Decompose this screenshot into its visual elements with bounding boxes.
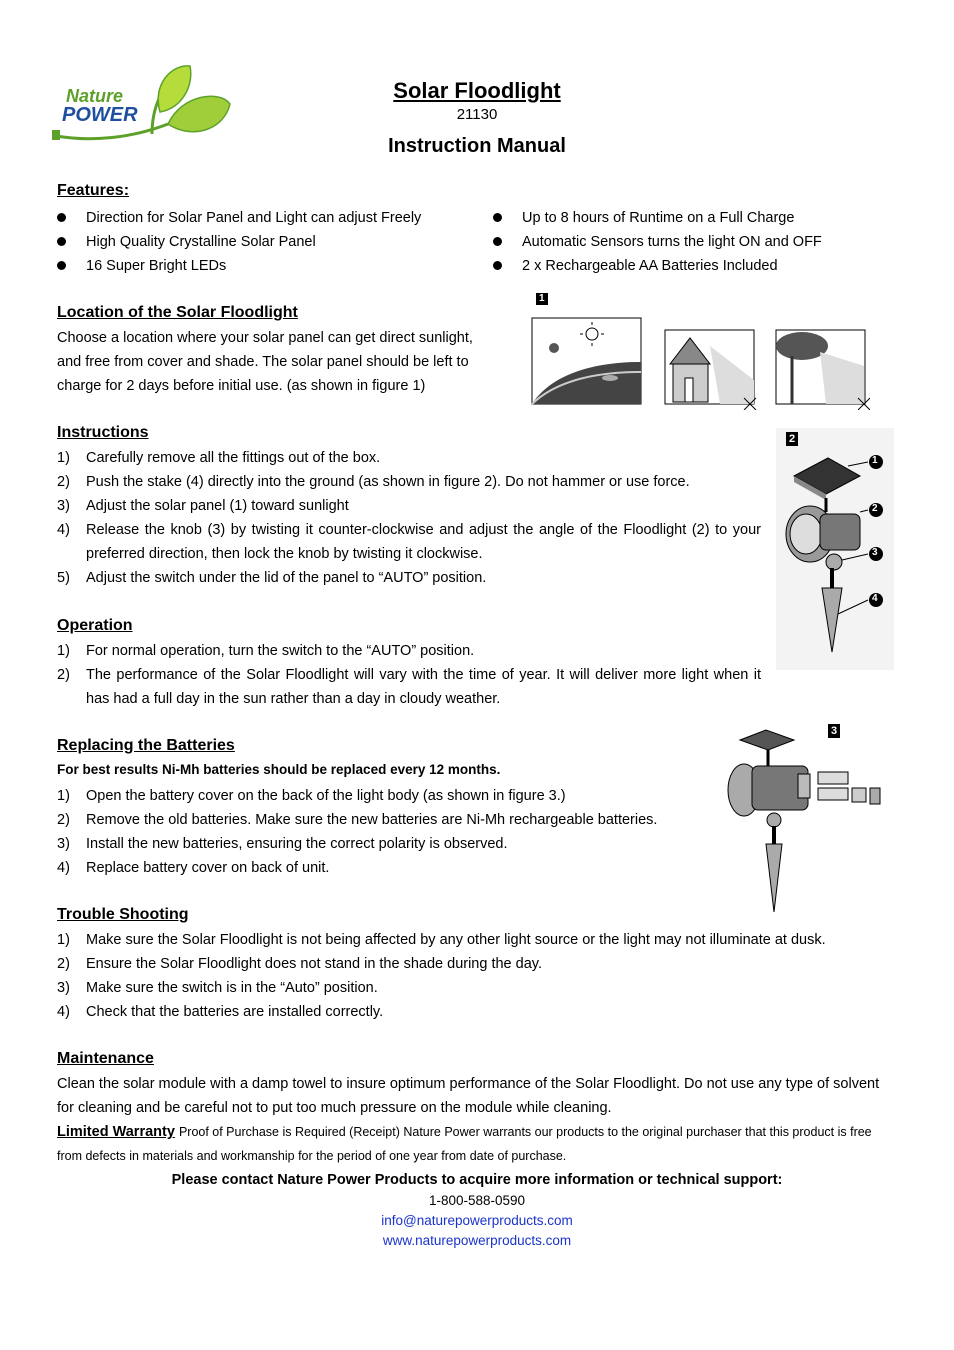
list-item: 16 Super Bright LEDs	[57, 254, 477, 278]
text-line: and free from cover and shade. The solar panel should be left to	[57, 354, 469, 370]
item-text: Check that the batteries are installed correctly.	[86, 1004, 384, 1020]
item-text: Open the battery cover on the back of the light body (as shown in figure 3.)	[86, 788, 566, 804]
contact-phone: 1-800-588-0590	[428, 1193, 526, 1208]
list-item: Automatic Sensors turns the light ON and OFF	[493, 230, 913, 254]
list-item: Direction for Solar Panel and Light can adjust Freely	[57, 206, 477, 230]
list-item	[57, 494, 761, 518]
item-text: The performance of the Solar Floodlight will vary with the time of year. It will deliver more light when it has had a full day in the sun rather than a day in cloudy weather.	[86, 667, 761, 707]
operation-heading: Operation	[57, 617, 133, 634]
list-item	[57, 832, 717, 856]
item-text: Ensure the Solar Floodlight does not stand in the shade during the day.	[86, 956, 542, 972]
batteries-note: For best results Ni-Mh batteries should be replaced every 12 months.	[57, 762, 501, 777]
list-item	[57, 784, 717, 808]
location-text	[57, 326, 507, 398]
logo-text-power: POWER	[62, 104, 138, 126]
list-item	[57, 856, 717, 880]
item-text: Make sure the switch is in the “Auto” position.	[86, 980, 378, 996]
logo-text-nature: Nature	[66, 86, 124, 106]
item-number: 3)	[57, 980, 70, 996]
item-number: 4)	[57, 1004, 70, 1020]
list-item	[57, 470, 761, 494]
item-number: 4)	[57, 860, 70, 876]
item-text: Install the new batteries, ensuring the correct polarity is observed.	[86, 836, 508, 852]
warranty-heading: Limited Warranty	[57, 1124, 175, 1140]
item-number: 1)	[57, 788, 70, 804]
item-number: 2)	[57, 474, 70, 490]
item-text: Push the stake (4) directly into the ground (as shown in figure 2). Do not hammer or use force.	[86, 474, 690, 490]
trouble-list	[57, 928, 907, 1024]
warranty-block	[57, 1120, 899, 1168]
contact-email[interactable]: info@naturepowerproducts.com	[381, 1213, 573, 1228]
figure-1	[530, 292, 870, 410]
document-subtitle: Instruction Manual	[388, 135, 566, 157]
list-item: High Quality Crystalline Solar Panel	[57, 230, 477, 254]
maintenance-heading: Maintenance	[57, 1050, 154, 1067]
item-text: Carefully remove all the fittings out of the box.	[86, 450, 381, 466]
sunlight-placement-illustration	[530, 316, 870, 410]
callout-4: 4	[872, 593, 878, 604]
model-number: 21130	[456, 106, 498, 123]
list-item: 2 x Rechargeable AA Batteries Included	[493, 254, 913, 278]
contact-block	[0, 1169, 954, 1251]
website-row	[0, 1231, 954, 1251]
list-item	[57, 952, 907, 976]
features-heading: Features:	[57, 182, 130, 199]
item-number: 3)	[57, 836, 70, 852]
maintenance-text: Clean the solar module with a damp towel to insure optimum performance of the Solar Floodlight. Do not use any type of solvent for cleaning and be careful not to put too much pressure on the module while cleaning.	[57, 1076, 880, 1116]
list-item	[57, 976, 907, 1000]
list-item	[57, 663, 761, 711]
item-number: 5)	[57, 570, 70, 586]
callout-2: 2	[872, 503, 878, 514]
item-number: 4)	[57, 522, 70, 538]
trouble-heading: Trouble Shooting	[57, 906, 189, 923]
location-heading: Location of the Solar Floodlight	[57, 304, 298, 321]
figure-2-label: 2	[786, 432, 798, 446]
item-text: Replace battery cover on back of unit.	[86, 860, 330, 876]
list-item	[57, 808, 717, 832]
warranty-text: Proof of Purchase is Required (Receipt) Nature Power warrants our products to the original purchaser that this product is free from defects in materials and workmanship for the period of one year from date of purchase.	[57, 1125, 872, 1163]
instructions-heading: Instructions	[57, 424, 149, 441]
figure-3	[722, 722, 884, 914]
item-number: 2)	[57, 812, 70, 828]
figure-1-label: 1	[536, 293, 548, 305]
battery-replacement-illustration	[722, 722, 884, 914]
website-link[interactable]: www.naturepowerproducts.com	[382, 1233, 572, 1248]
text-line: Choose a location where your solar panel can get direct sunlight,	[57, 330, 473, 346]
batteries-list	[57, 784, 717, 880]
contact-heading: Please contact Nature Power Products to acquire more information or technical support:	[171, 1172, 783, 1188]
list-item: Up to 8 hours of Runtime on a Full Charge	[493, 206, 913, 230]
item-text: Remove the old batteries. Make sure the new batteries are Ni-Mh rechargeable batteries.	[86, 812, 658, 828]
figure-3-label: 3	[828, 724, 840, 738]
item-text: For normal operation, turn the switch to the “AUTO” position.	[86, 643, 475, 659]
callout-1: 1	[872, 455, 878, 466]
figure-2	[776, 428, 894, 670]
item-number: 2)	[57, 667, 70, 683]
callout-3: 3	[872, 547, 878, 558]
list-item	[57, 1000, 907, 1024]
item-text: Make sure the Solar Floodlight is not being affected by any other light source or the light may not illuminate at dusk.	[86, 932, 826, 948]
text-line: charge for 2 days before initial use. (as shown in figure 1)	[57, 378, 426, 394]
document-title: Solar Floodlight	[393, 78, 561, 103]
item-number: 1)	[57, 450, 70, 466]
list-item	[57, 518, 761, 566]
instructions-list	[57, 446, 761, 590]
item-number: 1)	[57, 643, 70, 659]
item-number: 3)	[57, 498, 70, 514]
list-item	[57, 639, 761, 663]
list-item	[57, 446, 761, 470]
item-number: 2)	[57, 956, 70, 972]
item-text: Adjust the switch under the lid of the panel to “AUTO” position.	[86, 570, 487, 586]
features-list-right	[493, 206, 913, 278]
features-list-left	[57, 206, 477, 278]
item-text: Release the knob (3) by twisting it counter-clockwise and adjust the angle of the Floodlight (2) to your preferred direction, then lock the knob by twisting it clockwise.	[86, 522, 761, 562]
list-item	[57, 928, 907, 952]
operation-list	[57, 639, 761, 711]
item-number: 1)	[57, 932, 70, 948]
batteries-heading: Replacing the Batteries	[57, 737, 235, 754]
list-item	[57, 566, 761, 590]
item-text: Adjust the solar panel (1) toward sunlight	[86, 498, 349, 514]
